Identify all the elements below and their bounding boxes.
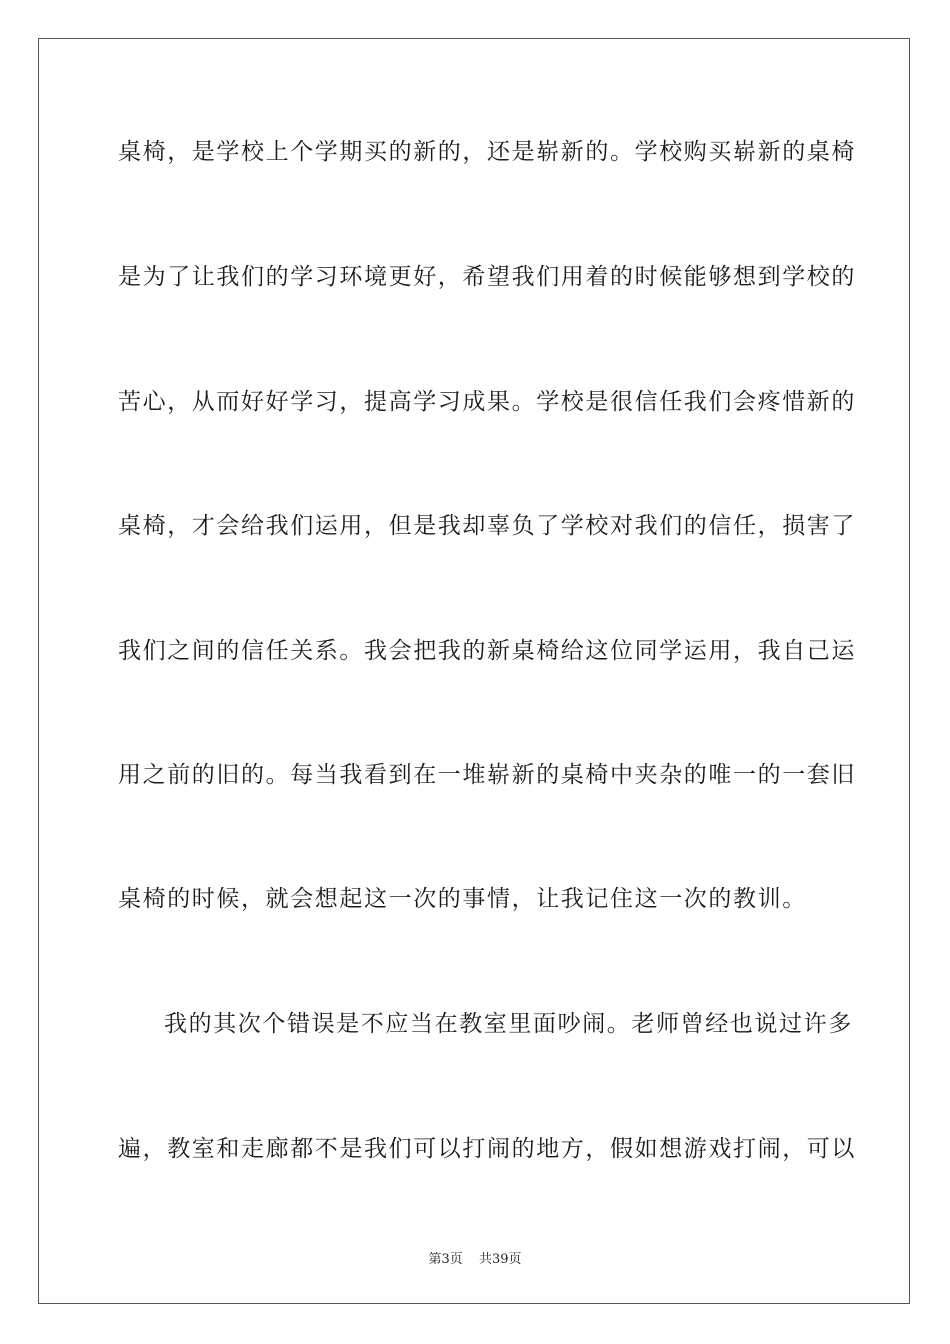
body-text-line: 遍，教室和走廊都不是我们可以打闹的地方，假如想游戏打闹，可以 [118,1136,856,1162]
page-footer [0,1248,950,1267]
total-pages: 共39页 [478,1252,522,1267]
body-text-line: 我们之间的信任关系。我会把我的新桌椅给这位同学运用，我自己运 [118,638,856,664]
body-text-line: 桌椅的时候，就会想起这一次的事情，让我记住这一次的教训。 [118,886,807,912]
body-text-line: 用之前的旧的。每当我看到在一堆崭新的桌椅中夹杂的唯一的一套旧 [118,762,856,788]
body-text-line: 桌椅，才会给我们运用，但是我却辜负了学校对我们的信任，损害了 [118,513,856,539]
body-text-line: 桌椅，是学校上个学期买的新的，还是崭新的。学校购买崭新的桌椅 [118,139,856,165]
page-number: 第3页 [428,1252,463,1267]
body-text-line: 苦心，从而好好学习，提高学习成果。学校是很信任我们会疼惜新的 [118,389,856,415]
page-border [38,38,910,1304]
paragraph-first-line: 我的其次个错误是不应当在教室里面吵闹。老师曾经也说过许多 [164,1011,853,1037]
body-text-line: 是为了让我们的学习环境更好，希望我们用着的时候能够想到学校的 [118,264,856,290]
